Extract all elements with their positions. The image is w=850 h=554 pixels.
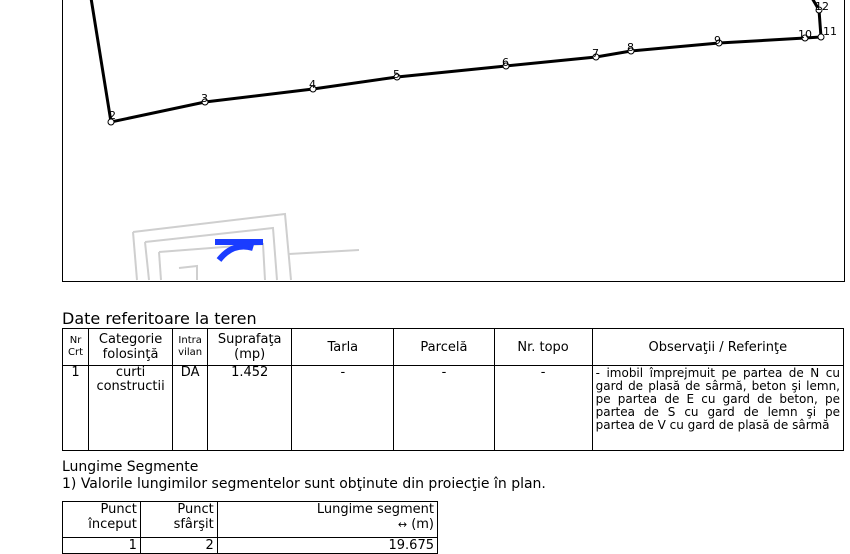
header-lungime-label: Lungime segment [316,502,434,517]
header-lungime-unit [221,517,434,532]
header-lungime [217,502,437,538]
highlight-arc [219,247,253,261]
header-categorie: Categorie folosinţă [89,329,173,366]
segmente-title: Lungime Segmente [62,459,199,475]
plan-drawing [63,0,846,282]
cell-parcela: - [394,366,494,451]
cell-suprafata: 1.452 [208,366,292,451]
header-tarla: Tarla [292,329,394,366]
point-label-5: 5 [393,68,400,81]
unit-label: (m) [411,517,434,532]
segmente-header-row [63,502,438,538]
header-observatii: Observaţii / Referinţe [592,329,843,366]
teren-title: Date referitoare la teren [62,309,257,328]
point-markers [108,0,837,125]
header-suprafata: Suprafaţa (mp) [208,329,292,366]
cell-observatii: - imobil împrejmuit pe partea de N cu gard de plasă de sârmă, beton şi lemn, pe partea de E cu gard de beton, pe partea de S cu gard de lemn şi pe partea de V cu gard de plasă de sârmă [592,366,843,451]
segmente-table [62,501,438,554]
header-parcela: Parcelă [394,329,494,366]
header-nr-crt: Nr Crt [63,329,89,366]
point-label-7: 7 [592,47,599,60]
header-punct-inceput: Punct început [63,502,141,538]
cell-nr: 1 [63,366,89,451]
cell-sfarsit: 2 [140,538,217,554]
point-label-11: 11 [823,25,837,38]
header-intravilan: Intra vilan [173,329,208,366]
cell-inceput: 1 [63,538,141,554]
point-label-9: 9 [714,34,721,47]
point-label-12: 12 [815,0,829,13]
point-label-6: 6 [502,56,509,69]
teren-table [62,328,844,451]
cell-tarla: - [292,366,394,451]
point-label-4: 4 [309,78,316,91]
arrow-icon: ↔ [397,518,408,531]
header-nr-topo: Nr. topo [494,329,592,366]
point-label-10: 10 [798,28,812,41]
table-row [63,538,438,554]
cell-intravilan: DA [173,366,208,451]
segmente-note: 1) Valorile lungimilor segmentelor sunt obţinute din proiecţie în plan. [62,476,546,492]
teren-header-row [63,329,844,366]
point-label-8: 8 [627,41,634,54]
cell-lungime: 19.675 [217,538,437,554]
cell-categorie: curti constructii [89,366,173,451]
table-row [63,366,844,451]
cadastral-plan [62,0,845,282]
header-punct-sfarsit: Punct sfârşit [140,502,217,538]
cell-nr-topo: - [494,366,592,451]
point-label-2: 2 [109,109,116,122]
point-label-3: 3 [201,92,208,105]
